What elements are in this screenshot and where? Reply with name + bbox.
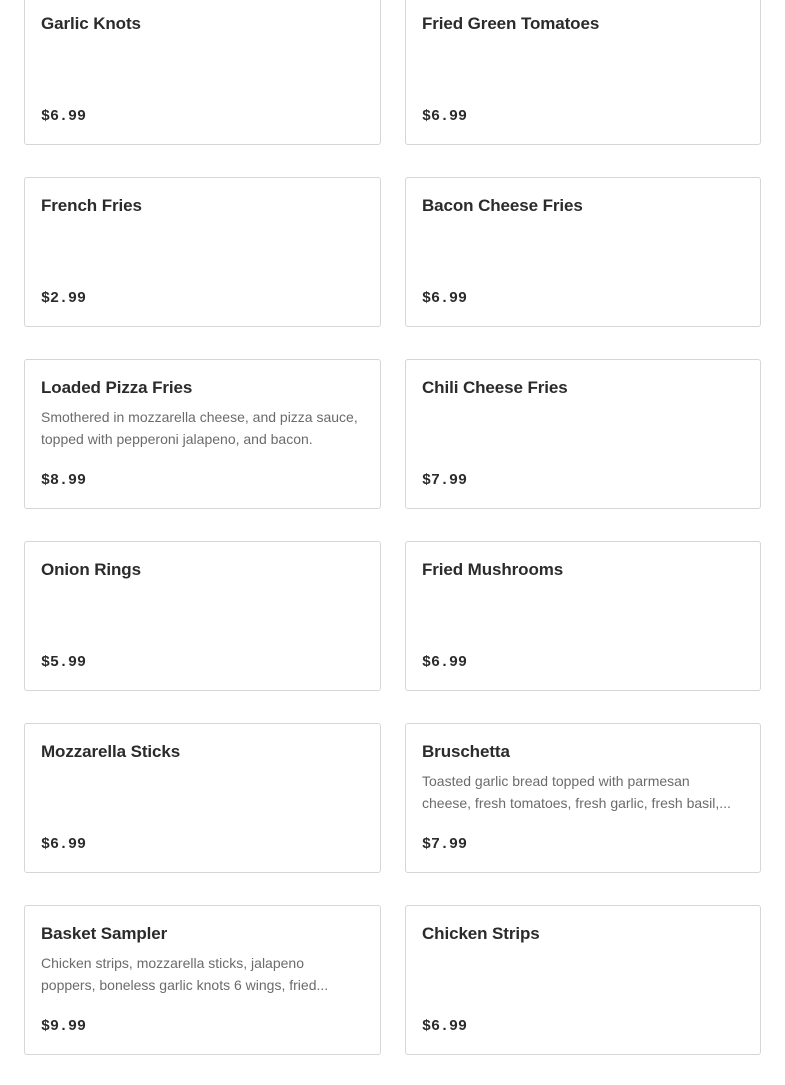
menu-item-price: $6.99: [422, 108, 468, 125]
menu-item-price: $2.99: [41, 290, 87, 307]
menu-item-price: $6.99: [41, 108, 87, 125]
menu-item-description: Toasted garlic bread topped with parmesan cheese, fresh tomatoes, fresh garlic, fresh basil,...: [422, 773, 731, 811]
menu-item-name: Loaded Pizza Fries: [41, 378, 193, 397]
menu-item-card[interactable]: [24, 359, 381, 509]
menu-item-price: $6.99: [41, 836, 87, 853]
menu-item-name: Mozzarella Sticks: [41, 742, 181, 761]
menu-item-card[interactable]: [405, 177, 761, 327]
menu-item-name: Garlic Knots: [41, 14, 141, 33]
menu-item-card[interactable]: [24, 905, 381, 1055]
menu-item-price: $6.99: [422, 1018, 468, 1035]
menu-item-name: Bruschetta: [422, 742, 510, 761]
menu-item-name: Chili Cheese Fries: [422, 378, 568, 397]
menu-item-card[interactable]: [24, 0, 381, 145]
menu-item-name: Basket Sampler: [41, 924, 168, 943]
menu-item-card[interactable]: [24, 177, 381, 327]
menu-item-description: Chicken strips, mozzarella sticks, jalapeno poppers, boneless garlic knots 6 wings, fried...: [41, 955, 329, 993]
menu-item-name: Fried Mushrooms: [422, 560, 564, 579]
menu-item-price: $6.99: [422, 654, 468, 671]
menu-item-card[interactable]: [24, 723, 381, 873]
menu-item-name: Fried Green Tomatoes: [422, 14, 600, 33]
menu-item-description: Smothered in mozzarella cheese, and pizza sauce, topped with pepperoni jalapeno, and bacon.: [41, 409, 358, 447]
menu-item-price: $7.99: [422, 472, 468, 489]
menu-item-price: $7.99: [422, 836, 468, 853]
menu-item-card[interactable]: [405, 905, 761, 1055]
menu-item-name: Onion Rings: [41, 560, 141, 579]
menu-item-name: Bacon Cheese Fries: [422, 196, 583, 215]
menu-item-card[interactable]: [24, 541, 381, 691]
menu-item-grid: [24, 0, 761, 1085]
menu-item-price: $6.99: [422, 290, 468, 307]
menu-item-card[interactable]: [405, 541, 761, 691]
menu-item-price: $8.99: [41, 472, 87, 489]
menu-item-name: French Fries: [41, 196, 142, 215]
menu-item-price: $9.99: [41, 1018, 87, 1035]
menu-item-card[interactable]: [405, 723, 761, 873]
menu-item-card[interactable]: [405, 359, 761, 509]
menu-item-price: $5.99: [41, 654, 87, 671]
menu-item-card[interactable]: [405, 0, 761, 145]
menu-item-name: Chicken Strips: [422, 924, 540, 943]
